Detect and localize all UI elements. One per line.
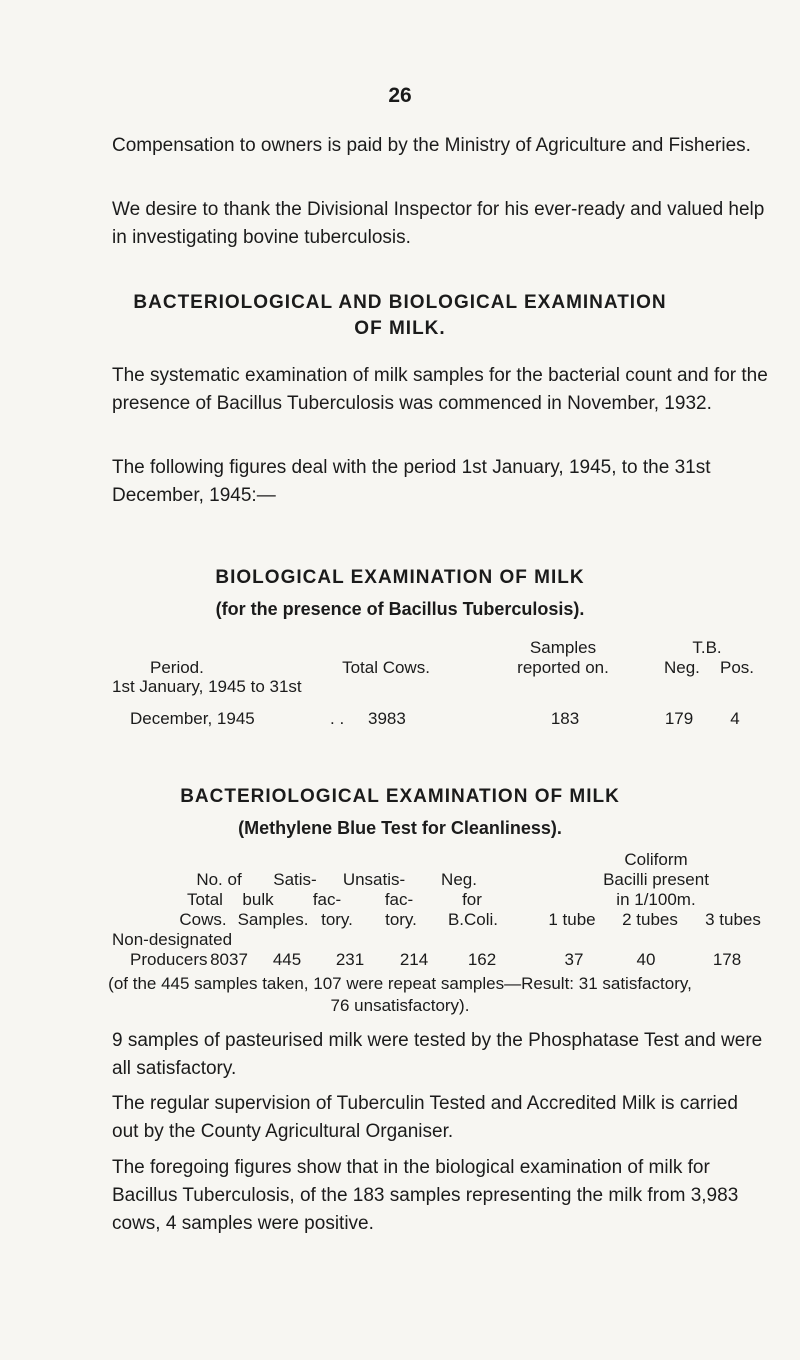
header-for: for [462,890,482,909]
header-no-of: No. of [196,870,242,889]
header-reported-on: reported on. [517,658,609,677]
header-samples-col: Samples. [237,910,309,929]
leader-dots: . . [330,709,345,728]
cell-unsatisfactory: 214 [399,950,429,969]
header-tube-3: 3 tubes [705,910,761,929]
header-bcoli: B.Coli. [447,910,499,929]
period-line1: 1st January, 1945 to 31st [112,677,302,696]
header-total: Total [187,890,223,909]
cell-pos: 4 [730,709,740,728]
header-tory-2: tory. [385,910,417,929]
paragraph-following: The following figures deal with the period 1st January, 1945, to the 31st December, 1945:— [112,457,711,506]
header-in-100m: in 1/100m. [616,890,696,909]
header-satis: Satis- [273,870,317,889]
header-tube-2: 2 tubes [622,910,678,929]
cell-samples: 183 [550,709,580,728]
header-fac-2: fac- [384,890,414,909]
header-coliform: Coliform [624,850,688,869]
header-bacilli-present: Bacilli present [603,870,709,889]
header-total-cows: Total Cows. [342,658,430,677]
table-note-line2: 76 unsatisfactory). [330,996,470,1015]
header-neg: Neg. [441,870,477,889]
header-tory-1: tory. [321,910,353,929]
section-heading-line1: BACTERIOLOGICAL AND BIOLOGICAL EXAMINATION [133,292,667,313]
paragraph-pasteurised: 9 samples of pasteurised milk were tested by the Phosphatase Test and were all satisfactory. [112,1030,763,1079]
bacteriological-title: BACTERIOLOGICAL EXAMINATION OF MILK [180,786,620,807]
header-unsatis: Unsatis- [342,870,406,889]
paragraph-supervision: The regular supervision of Tuberculin Tested and Accredited Milk is carried out by the County Agricultural Organiser. [112,1093,738,1142]
cell-samples: 445 [272,950,302,969]
header-samples: Samples [529,638,597,657]
cell-neg: 179 [664,709,694,728]
header-pos: Pos. [720,658,755,677]
header-tube-1: 1 tube [548,910,596,929]
header-fac-1: fac- [312,890,342,909]
header-bulk: bulk [242,890,274,909]
biological-subtitle: (for the presence of Bacillus Tuberculosis). [215,599,585,619]
cell-tube-2: 40 [636,950,656,969]
paragraph-foregoing: The foregoing figures show that in the biological examination of milk for Bacillus Tuberculosis, of the 183 samples representing the milk from 3,983 cows, 4 samples were positive. [112,1157,739,1234]
biological-title: BIOLOGICAL EXAMINATION OF MILK [215,567,585,588]
paragraph-thanks: We desire to thank the Divisional Inspector for his ever-ready and valued help in investigating bovine tuberculosis. [112,199,765,248]
cell-satisfactory: 231 [335,950,365,969]
header-neg: Neg. [664,658,700,677]
cell-neg-bcoli: 162 [467,950,497,969]
paragraph-compensation: Compensation to owners is paid by the Ministry of Agriculture and Fisheries. [112,135,751,156]
bacteriological-subtitle: (Methylene Blue Test for Cleanliness). [238,818,562,838]
cell-total-cows: 8037 [210,950,248,969]
row-label-line1: Non-designated [112,930,233,949]
header-cows: Cows. [179,910,227,929]
header-period: Period. [150,658,204,677]
page-number: 26 [388,84,412,107]
cell-tube-1: 37 [564,950,584,969]
paragraph-systematic: The systematic examination of milk samples for the bacterial count and for the presence of Bacillus Tuberculosis was commenced in November, 1932. [112,365,768,414]
table-note-line1: (of the 445 samples taken, 107 were repeat samples—Result: 31 satisfactory, [108,974,692,993]
section-heading-line2: OF MILK. [354,318,446,339]
row-label-line2: Producers [130,950,208,969]
cell-total-cows: 3983 [368,709,406,728]
cell-tube-3: 178 [712,950,742,969]
period-line2: December, 1945 [130,709,255,728]
header-tb: T.B. [692,638,722,657]
